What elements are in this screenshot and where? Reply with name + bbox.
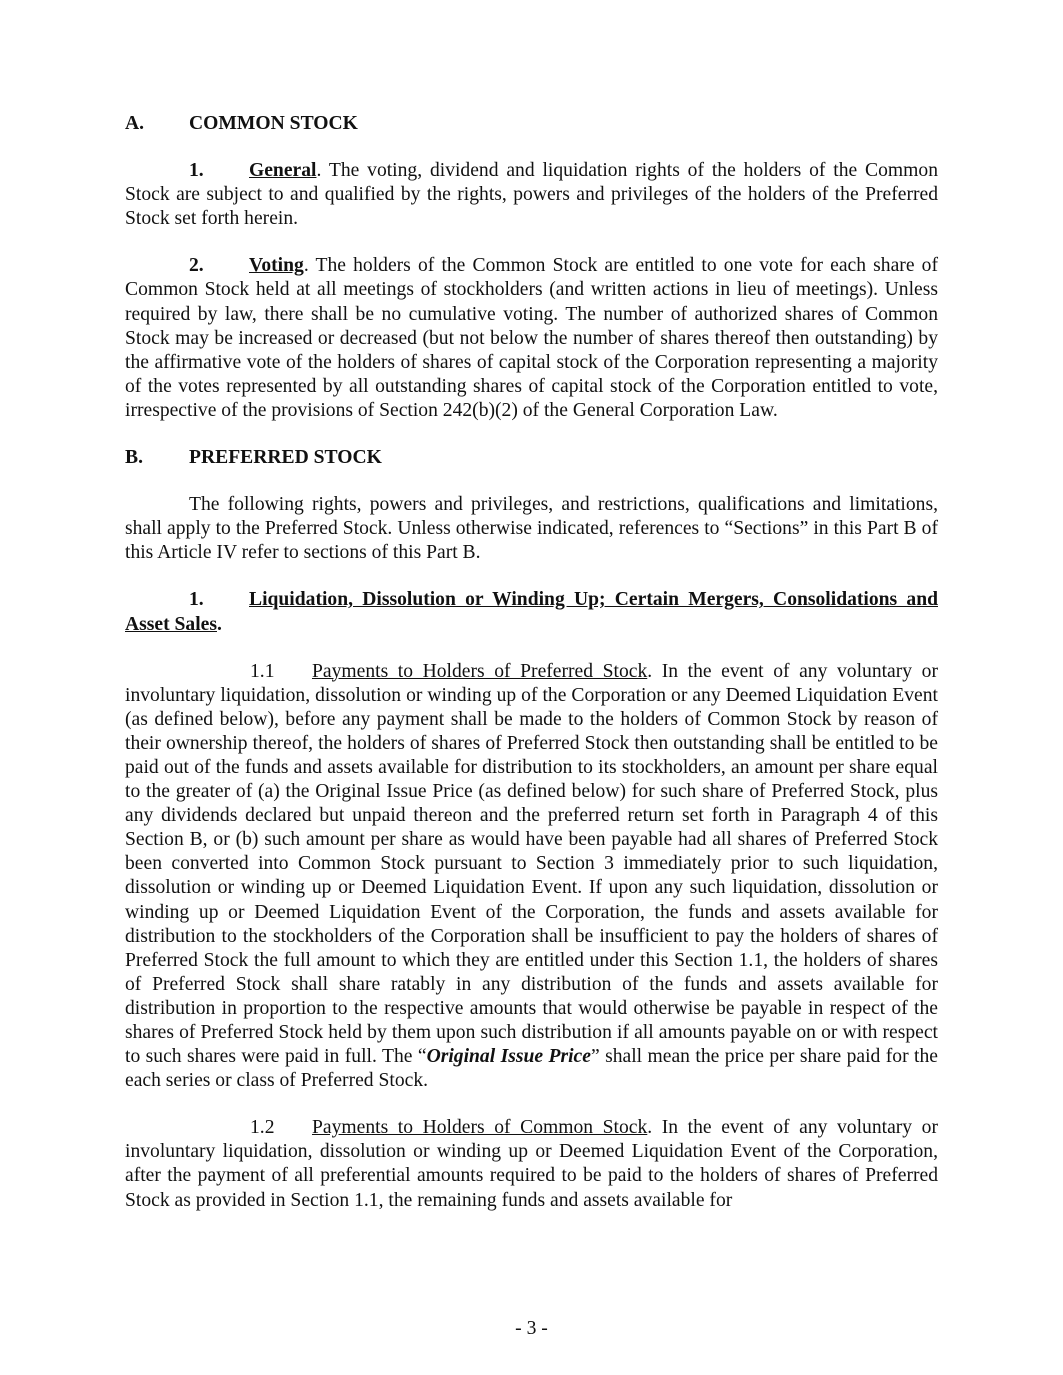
section-a-title: COMMON STOCK bbox=[189, 113, 358, 134]
paragraph-text: . The voting, dividend and liquidation rights of the holders of the Common Stock are subject to and qualified by the rights, powers and privileges of the holders of the Preferred Stock set forth herein. bbox=[125, 160, 938, 230]
paragraph-title: Voting bbox=[249, 255, 304, 277]
common-voting-paragraph bbox=[125, 254, 938, 423]
section-b-heading bbox=[125, 446, 938, 470]
section-a-heading bbox=[125, 112, 938, 136]
subsection-title: Payments to Holders of Preferred Stock bbox=[312, 660, 648, 682]
document-page bbox=[125, 112, 938, 1213]
section-b-letter: B. bbox=[125, 447, 143, 469]
defined-term: Original Issue Price bbox=[426, 1046, 591, 1068]
subsection-number: 1.1 bbox=[250, 660, 275, 682]
subsection-title: Payments to Holders of Common Stock bbox=[312, 1117, 648, 1139]
subsection-text: . In the event of any voluntary or involuntary liquidation, dissolution or winding up or Deemed Liquidation Event of the Corporation, after the payment of all preferential amounts required to be paid to the holders of shares of Preferred Stock as provided in Section 1.1, the remaining funds and assets available for bbox=[125, 1117, 939, 1211]
paragraph-number: 2. bbox=[189, 255, 204, 277]
paragraph-text: . The holders of the Common Stock are entitled to one vote for each share of Common Stock held at all meetings of stockholders (and written actions in lieu of meetings). Unless required by law, there shall be no cumulative voting. The number of authorized shares of Common Stock may be increased or decreased (but not below the number of shares thereof then outstanding) by the affirmative vote of the holders of shares of capital stock of the Corporation representing a majority of the votes represented by all outstanding shares of capital stock of the Corporation entitled to vote, irrespective of the provisions of Section 242(b)(2) of the General Corporation Law. bbox=[125, 255, 938, 421]
paragraph-title: General bbox=[249, 160, 317, 182]
section-a-letter: A. bbox=[125, 113, 145, 134]
subsection-text-end: ” shall mean the price per share paid for the each series or class of Preferred Stock. bbox=[125, 1046, 938, 1092]
preferred-intro-paragraph: The following rights, powers and privileges, and restrictions, qualifications and limitations, shall apply to the Preferred Stock. Unless otherwise indicated, references to “Sections” in this Part B of this Article IV refer to sections of this Part B. bbox=[125, 494, 938, 564]
section-b-title: PREFERRED STOCK bbox=[189, 447, 382, 469]
subsection-text: . In the event of any voluntary or involuntary liquidation, dissolution or winding up of the Corporation or any Deemed Liquidation Event (as defined below), before any payment shall be made to the holders of Common Stock by reason of their ownership thereof, the holders of shares of Preferred Stock then outstanding shall be entitled to be paid out of the funds and assets available for distribution to its stockholders, an amount per share equal to the greater of (a) the Original Issue Price (as defined below) for such share of Preferred Stock, plus any dividends declared but unpaid thereon and the preferred return set forth in Paragraph 4 of this Section B, or (b) such amount per share as would have been payable had all shares of Preferred Stock been converted into Common Stock pursuant to Section 3 immediately prior to such liquidation, dissolution or winding up or Deemed Liquidation Event. If upon any such liquidation, dissolution or winding up or Deemed Liquidation Event of the Corporation, the funds and assets available for distribution to the stockholders of the Corporation shall be insufficient to pay the holders of shares of Preferred Stock the full amount to which they are entitled under this Section 1.1, the holders of shares of Preferred Stock shall share ratably in any distribution of the funds and assets available for distribution in proportion to the respective amounts that would otherwise be payable in respect of the shares of Preferred Stock held by them upon such distribution if all amounts payable on or with respect to such shares were paid in full. The “ bbox=[125, 660, 938, 1068]
paragraph-title-suffix: . bbox=[216, 613, 222, 635]
section-1-1-paragraph bbox=[125, 660, 938, 1094]
paragraph-number: 1. bbox=[189, 589, 204, 611]
common-general-paragraph bbox=[125, 159, 938, 231]
section-1-2-paragraph bbox=[125, 1116, 938, 1212]
paragraph-title: Liquidation, Dissolution or Winding Up; Certain Mergers, Consolidations and Asset Sales bbox=[125, 589, 938, 635]
page-number: - 3 - bbox=[515, 1318, 548, 1339]
subsection-number: 1.2 bbox=[250, 1117, 275, 1139]
paragraph-number: 1. bbox=[189, 160, 204, 182]
liquidation-heading-paragraph bbox=[125, 588, 938, 636]
